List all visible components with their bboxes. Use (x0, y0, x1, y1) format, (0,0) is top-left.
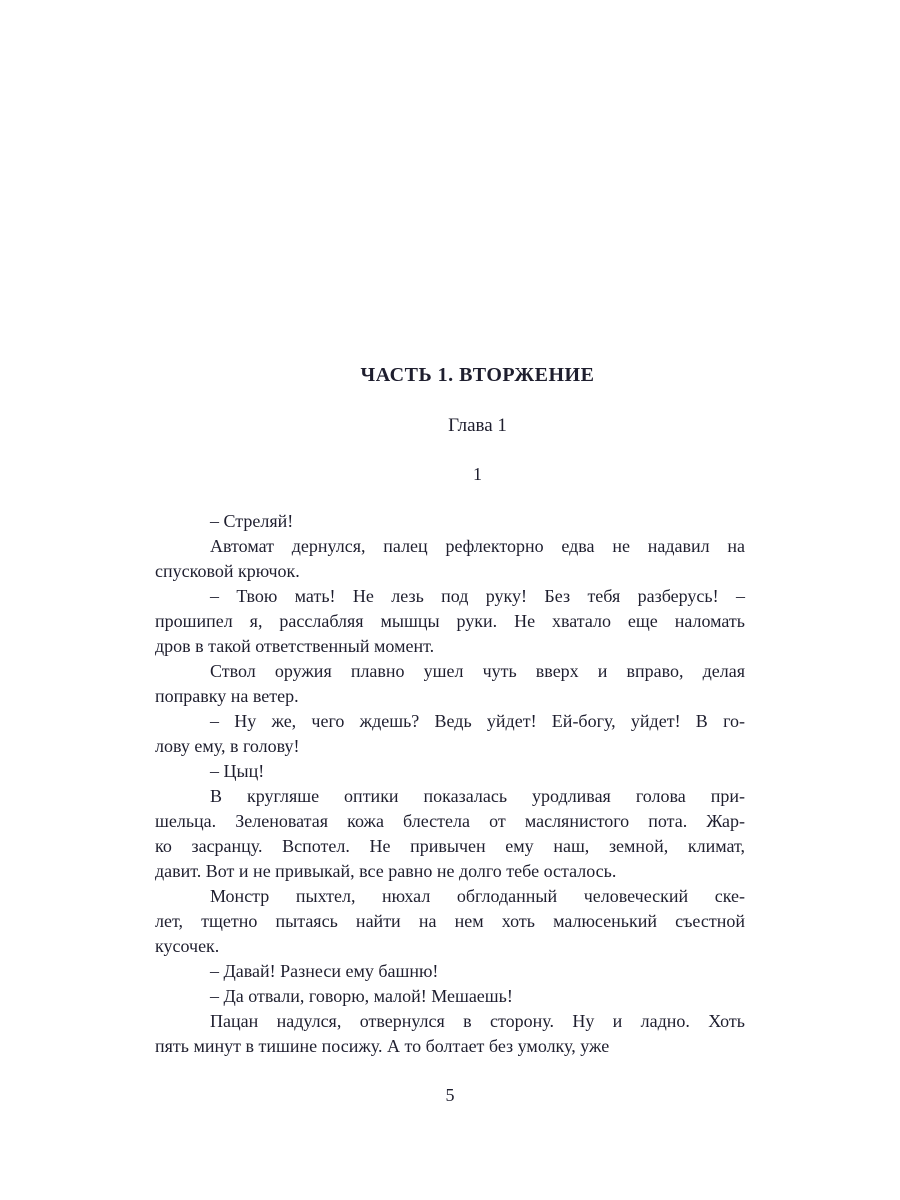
text-line: поправку на ветер. (155, 686, 299, 706)
text-line: Ствол оружия плавно ушел чуть вверх и вправо, делая (210, 661, 745, 681)
paragraph (155, 709, 745, 759)
page-number: 5 (445, 1085, 455, 1105)
paragraph (155, 959, 745, 984)
text-line: – Цыц! (210, 761, 265, 781)
text-line: Монстр пыхтел, нюхал обглоданный человеческий ске- (210, 886, 745, 906)
text-line: ко засранцу. Вспотел. Не привычен ему наш, земной, климат, (155, 836, 745, 856)
text-line: лову ему, в голову! (155, 736, 300, 756)
text-line: – Твою мать! Не лезь под руку! Без тебя разберусь! – (210, 586, 745, 606)
paragraph (155, 984, 745, 1009)
paragraph (155, 659, 745, 709)
text-line: дров в такой ответственный момент. (155, 636, 435, 656)
part-title: ЧАСТЬ 1. ВТОРЖЕНИЕ (360, 364, 595, 386)
text-line: – Да отвали, говорю, малой! Мешаешь! (210, 986, 513, 1006)
text-line: – Ну же, чего ждешь? Ведь уйдет! Ей-богу, уйдет! В го- (210, 711, 745, 731)
text-block (155, 509, 745, 1059)
paragraph (155, 1009, 745, 1059)
text-line: – Давай! Разнеси ему башню! (210, 961, 439, 981)
text-line: – Стреляй! (210, 511, 294, 531)
text-line: кусочек. (155, 936, 220, 956)
text-line: Автомат дернулся, палец рефлекторно едва не надавил на (210, 536, 745, 556)
text-line: пять минут в тишине посижу. А то болтает без умолку, уже (155, 1036, 610, 1056)
text-line: Пацан надулся, отвернулся в сторону. Ну и ладно. Хоть (210, 1011, 745, 1031)
paragraph (155, 759, 745, 784)
paragraph (155, 884, 745, 959)
section-number: 1 (473, 464, 482, 484)
text-line: прошипел я, расслабляя мышцы руки. Не хватало еще наломать (155, 611, 745, 631)
text-line: лет, тщетно пытаясь найти на нем хоть малюсенький съестной (155, 911, 745, 931)
paragraph (155, 534, 745, 584)
text-line: шельца. Зеленоватая кожа блестела от маслянистого пота. Жар- (155, 811, 745, 831)
text-line: давит. Вот и не привыкай, все равно не долго тебе осталось. (155, 861, 617, 881)
text-line: спусковой крючок. (155, 561, 300, 581)
chapter-title: Глава 1 (448, 415, 507, 436)
text-line: В кругляше оптики показалась уродливая голова при- (210, 786, 745, 806)
paragraph (155, 784, 745, 884)
paragraph (155, 584, 745, 659)
paragraph (155, 509, 745, 534)
